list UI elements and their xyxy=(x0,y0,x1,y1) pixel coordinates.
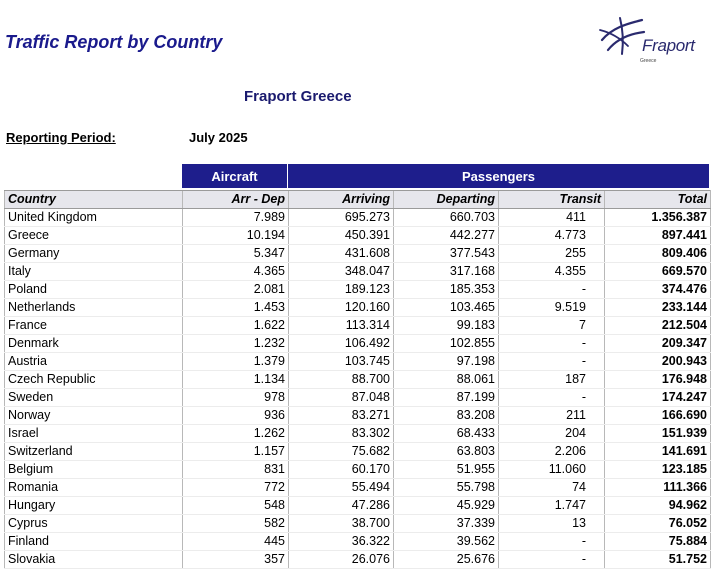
cell-total: 166.690 xyxy=(605,407,711,425)
cell-total: 176.948 xyxy=(605,371,711,389)
cell-arriving: 36.322 xyxy=(289,533,394,551)
cell-country: Czech Republic xyxy=(5,371,183,389)
cell-transit: 204 xyxy=(499,425,605,443)
cell-country: Norway xyxy=(5,407,183,425)
cell-arr-dep: 772 xyxy=(183,479,289,497)
cell-transit: 1.747 xyxy=(499,497,605,515)
cell-country: United Kingdom xyxy=(5,209,183,227)
cell-arr-dep: 445 xyxy=(183,533,289,551)
table-row xyxy=(5,209,711,227)
cell-transit: 187 xyxy=(499,371,605,389)
cell-departing: 37.339 xyxy=(394,515,499,533)
cell-country: Italy xyxy=(5,263,183,281)
cell-departing: 55.798 xyxy=(394,479,499,497)
cell-total: 75.884 xyxy=(605,533,711,551)
table-row xyxy=(5,551,711,569)
cell-transit: 74 xyxy=(499,479,605,497)
cell-transit: 4.355 xyxy=(499,263,605,281)
cell-arriving: 450.391 xyxy=(289,227,394,245)
cell-transit: 4.773 xyxy=(499,227,605,245)
cell-total: 94.962 xyxy=(605,497,711,515)
cell-arr-dep: 582 xyxy=(183,515,289,533)
cell-arriving: 103.745 xyxy=(289,353,394,371)
cell-arr-dep: 978 xyxy=(183,389,289,407)
cell-arr-dep: 1.262 xyxy=(183,425,289,443)
cell-total: 1.356.387 xyxy=(605,209,711,227)
cell-arriving: 431.608 xyxy=(289,245,394,263)
cell-total: 897.441 xyxy=(605,227,711,245)
cell-total: 212.504 xyxy=(605,317,711,335)
table-row xyxy=(5,335,711,353)
cell-departing: 103.465 xyxy=(394,299,499,317)
cell-departing: 51.955 xyxy=(394,461,499,479)
cell-total: 111.366 xyxy=(605,479,711,497)
cell-departing: 63.803 xyxy=(394,443,499,461)
column-header-arriving: Arriving xyxy=(289,191,394,209)
fraport-swoosh-logo-icon xyxy=(598,14,646,58)
column-header-total: Total xyxy=(605,191,711,209)
group-header-passengers: Passengers xyxy=(288,164,709,188)
cell-transit: - xyxy=(499,335,605,353)
cell-transit: - xyxy=(499,533,605,551)
cell-departing: 45.929 xyxy=(394,497,499,515)
cell-total: 76.052 xyxy=(605,515,711,533)
traffic-table xyxy=(4,190,711,569)
cell-country: Slovakia xyxy=(5,551,183,569)
report-subtitle: Fraport Greece xyxy=(244,88,352,105)
table-row xyxy=(5,353,711,371)
cell-arr-dep: 7.989 xyxy=(183,209,289,227)
cell-country: Hungary xyxy=(5,497,183,515)
column-header-transit: Transit xyxy=(499,191,605,209)
table-row xyxy=(5,245,711,263)
logo-wordmark: Fraport xyxy=(642,36,695,55)
cell-total: 233.144 xyxy=(605,299,711,317)
cell-arr-dep: 5.347 xyxy=(183,245,289,263)
cell-arr-dep: 1.134 xyxy=(183,371,289,389)
cell-arriving: 83.302 xyxy=(289,425,394,443)
cell-transit: 13 xyxy=(499,515,605,533)
cell-transit: 9.519 xyxy=(499,299,605,317)
cell-country: Israel xyxy=(5,425,183,443)
reporting-period-label: Reporting Period: xyxy=(6,130,116,145)
cell-arr-dep: 936 xyxy=(183,407,289,425)
table-row xyxy=(5,299,711,317)
cell-country: France xyxy=(5,317,183,335)
cell-arriving: 38.700 xyxy=(289,515,394,533)
cell-arriving: 83.271 xyxy=(289,407,394,425)
cell-departing: 317.168 xyxy=(394,263,499,281)
column-header-arr-dep: Arr - Dep xyxy=(183,191,289,209)
cell-transit: 2.206 xyxy=(499,443,605,461)
cell-country: Austria xyxy=(5,353,183,371)
table-row xyxy=(5,389,711,407)
cell-departing: 377.543 xyxy=(394,245,499,263)
table-row xyxy=(5,371,711,389)
cell-arriving: 113.314 xyxy=(289,317,394,335)
cell-departing: 83.208 xyxy=(394,407,499,425)
cell-transit: 411 xyxy=(499,209,605,227)
cell-arriving: 348.047 xyxy=(289,263,394,281)
cell-transit: - xyxy=(499,389,605,407)
cell-departing: 87.199 xyxy=(394,389,499,407)
table-row xyxy=(5,281,711,299)
cell-transit: - xyxy=(499,551,605,569)
cell-departing: 88.061 xyxy=(394,371,499,389)
cell-arr-dep: 2.081 xyxy=(183,281,289,299)
table-row xyxy=(5,497,711,515)
cell-total: 374.476 xyxy=(605,281,711,299)
cell-transit: 211 xyxy=(499,407,605,425)
cell-transit: - xyxy=(499,281,605,299)
cell-arriving: 55.494 xyxy=(289,479,394,497)
cell-country: Germany xyxy=(5,245,183,263)
cell-transit: 11.060 xyxy=(499,461,605,479)
cell-country: Finland xyxy=(5,533,183,551)
cell-arriving: 26.076 xyxy=(289,551,394,569)
table-row xyxy=(5,443,711,461)
table-row xyxy=(5,479,711,497)
cell-arr-dep: 1.157 xyxy=(183,443,289,461)
cell-country: Sweden xyxy=(5,389,183,407)
cell-departing: 99.183 xyxy=(394,317,499,335)
cell-arr-dep: 10.194 xyxy=(183,227,289,245)
cell-arr-dep: 831 xyxy=(183,461,289,479)
fraport-logo xyxy=(598,14,708,66)
cell-arr-dep: 1.622 xyxy=(183,317,289,335)
cell-arr-dep: 1.232 xyxy=(183,335,289,353)
cell-arriving: 189.123 xyxy=(289,281,394,299)
cell-transit: - xyxy=(499,353,605,371)
cell-arriving: 88.700 xyxy=(289,371,394,389)
table-row xyxy=(5,263,711,281)
cell-total: 151.939 xyxy=(605,425,711,443)
cell-total: 51.752 xyxy=(605,551,711,569)
cell-departing: 185.353 xyxy=(394,281,499,299)
cell-total: 809.406 xyxy=(605,245,711,263)
table-row xyxy=(5,515,711,533)
cell-arr-dep: 357 xyxy=(183,551,289,569)
table-row xyxy=(5,317,711,335)
cell-arriving: 106.492 xyxy=(289,335,394,353)
logo-subtext: Greece xyxy=(640,58,657,64)
cell-arriving: 60.170 xyxy=(289,461,394,479)
cell-departing: 68.433 xyxy=(394,425,499,443)
cell-country: Netherlands xyxy=(5,299,183,317)
cell-arriving: 75.682 xyxy=(289,443,394,461)
report-title: Traffic Report by Country xyxy=(5,32,223,52)
cell-arr-dep: 1.379 xyxy=(183,353,289,371)
cell-arriving: 47.286 xyxy=(289,497,394,515)
cell-country: Romania xyxy=(5,479,183,497)
cell-departing: 442.277 xyxy=(394,227,499,245)
cell-total: 669.570 xyxy=(605,263,711,281)
cell-departing: 39.562 xyxy=(394,533,499,551)
table-row xyxy=(5,407,711,425)
cell-total: 200.943 xyxy=(605,353,711,371)
cell-country: Cyprus xyxy=(5,515,183,533)
cell-transit: 7 xyxy=(499,317,605,335)
cell-total: 174.247 xyxy=(605,389,711,407)
cell-total: 141.691 xyxy=(605,443,711,461)
cell-arr-dep: 548 xyxy=(183,497,289,515)
cell-arr-dep: 4.365 xyxy=(183,263,289,281)
group-header-aircraft: Aircraft xyxy=(182,164,287,188)
column-header-departing: Departing xyxy=(394,191,499,209)
cell-arr-dep: 1.453 xyxy=(183,299,289,317)
table-row xyxy=(5,533,711,551)
cell-departing: 97.198 xyxy=(394,353,499,371)
cell-departing: 102.855 xyxy=(394,335,499,353)
cell-country: Switzerland xyxy=(5,443,183,461)
cell-departing: 660.703 xyxy=(394,209,499,227)
cell-total: 123.185 xyxy=(605,461,711,479)
column-header-country: Country xyxy=(5,191,183,209)
reporting-period-value: July 2025 xyxy=(189,130,248,145)
table-header-row xyxy=(5,191,711,209)
cell-total: 209.347 xyxy=(605,335,711,353)
table-row xyxy=(5,425,711,443)
table-row xyxy=(5,227,711,245)
table-row xyxy=(5,461,711,479)
cell-country: Greece xyxy=(5,227,183,245)
cell-arriving: 120.160 xyxy=(289,299,394,317)
cell-arriving: 87.048 xyxy=(289,389,394,407)
cell-country: Poland xyxy=(5,281,183,299)
cell-country: Belgium xyxy=(5,461,183,479)
cell-arriving: 695.273 xyxy=(289,209,394,227)
cell-transit: 255 xyxy=(499,245,605,263)
cell-country: Denmark xyxy=(5,335,183,353)
cell-departing: 25.676 xyxy=(394,551,499,569)
